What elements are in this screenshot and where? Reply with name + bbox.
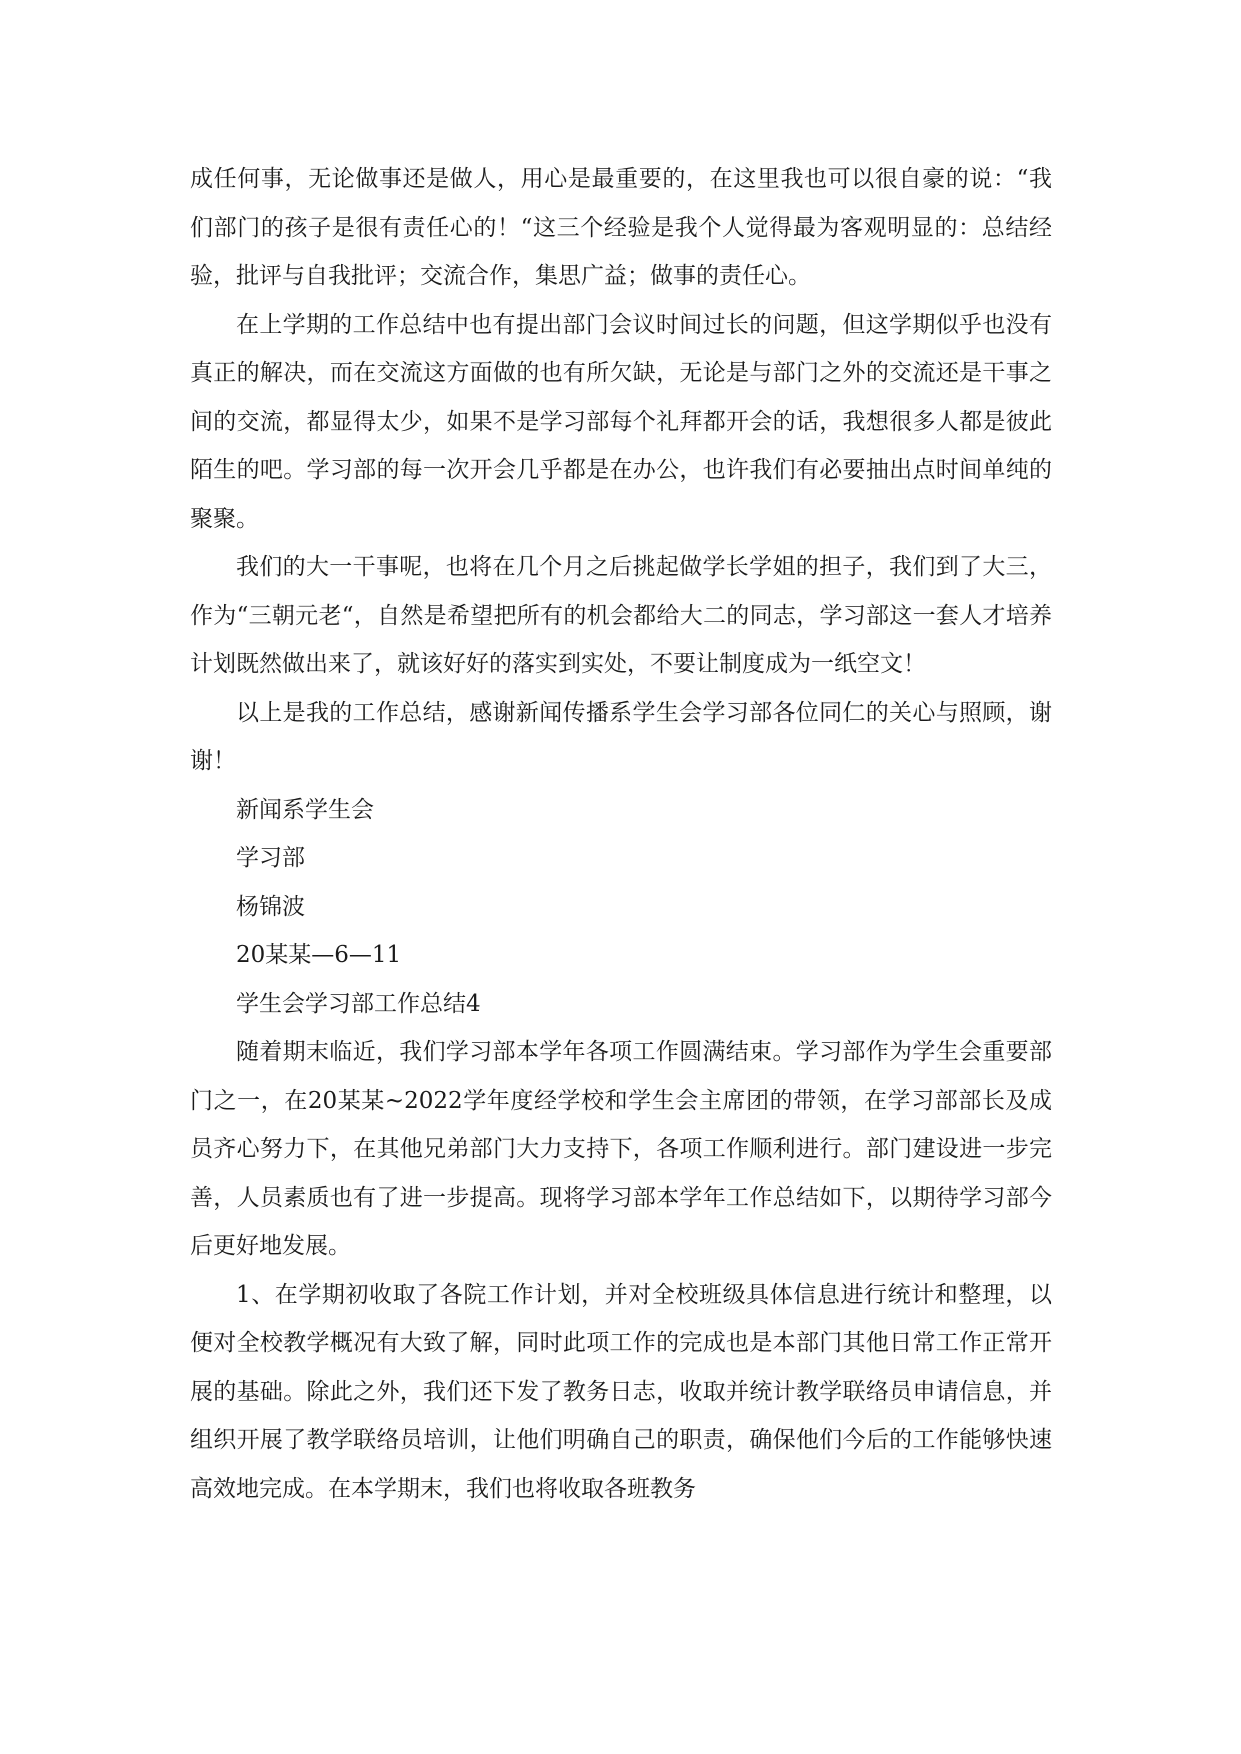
section-title: 学生会学习部工作总结4 [236,990,481,1017]
paragraph-thanks: 以上是我的工作总结，感谢新闻传播系学生会学习部各位同仁的关心与照顾，谢谢！ [190,699,1052,774]
signature-organization: 新闻系学生会 [236,796,374,823]
signature-name: 杨锦波 [236,893,305,920]
signature-date: 20某某—6—11 [236,942,402,968]
paragraph-meeting-issue: 在上学期的工作总结中也有提出部门会议时间过长的问题，但这学期似乎也没有真正的解决，而在交流这方面做的也有所欠缺，无论是与部门之外的交流还是干事之间的交流，都显得太少，如果不是学习部每个礼拜都开会的话，我想很多人都是彼此陌生的吧。学习部的每一次开会几乎都是在办公，也许我们有必要抽出点时间单纯的聚聚。 [190,311,1052,532]
paragraph-continuation: 成任何事，无论做事还是做人，用心是最重要的，在这里我也可以很自豪的说：“我们部门的孩子是很有责任心的！“这三个经验是我个人觉得最为客观明显的：总结经验，批评与自我批评；交流合作，集思广益；做事的责任心。 [190,166,1052,289]
paragraph-item-1: 1、在学期初收取了各院工作计划，并对全校班级具体信息进行统计和整理，以便对全校教学概况有大致了解，同时此项工作的完成也是本部门其他日常工作正常开展的基础。除此之外，我们还下发了教务日志，收取并统计教学联络员申请信息，并组织开展了教学联络员培训，让他们明确自己的职责，确保他们今后的工作能够快速高效地完成。在本学期末，我们也将收取各班教务 [190,1281,1052,1502]
paragraph-intro: 随着期末临近，我们学习部本学年各项工作圆满结束。学习部作为学生会重要部门之一，在20某某~2022学年度经学校和学生会主席团的带领，在学习部部长及成员齐心努力下，在其他兄弟部门大力支持下，各项工作顺利进行。部门建设进一步完善，人员素质也有了进一步提高。现将学习部本学年工作总结如下，以期待学习部今后更好地发展。 [190,1039,1052,1259]
paragraph-freshmen: 我们的大一干事呢，也将在几个月之后挑起做学长学姐的担子，我们到了大三，作为“三朝元老“，自然是希望把所有的机会都给大二的同志，学习部这一套人才培养计划既然做出来了，就该好好的落实到实处，不要让制度成为一纸空文！ [190,554,1052,677]
document-body [190,155,1052,1513]
signature-department: 学习部 [236,845,305,871]
